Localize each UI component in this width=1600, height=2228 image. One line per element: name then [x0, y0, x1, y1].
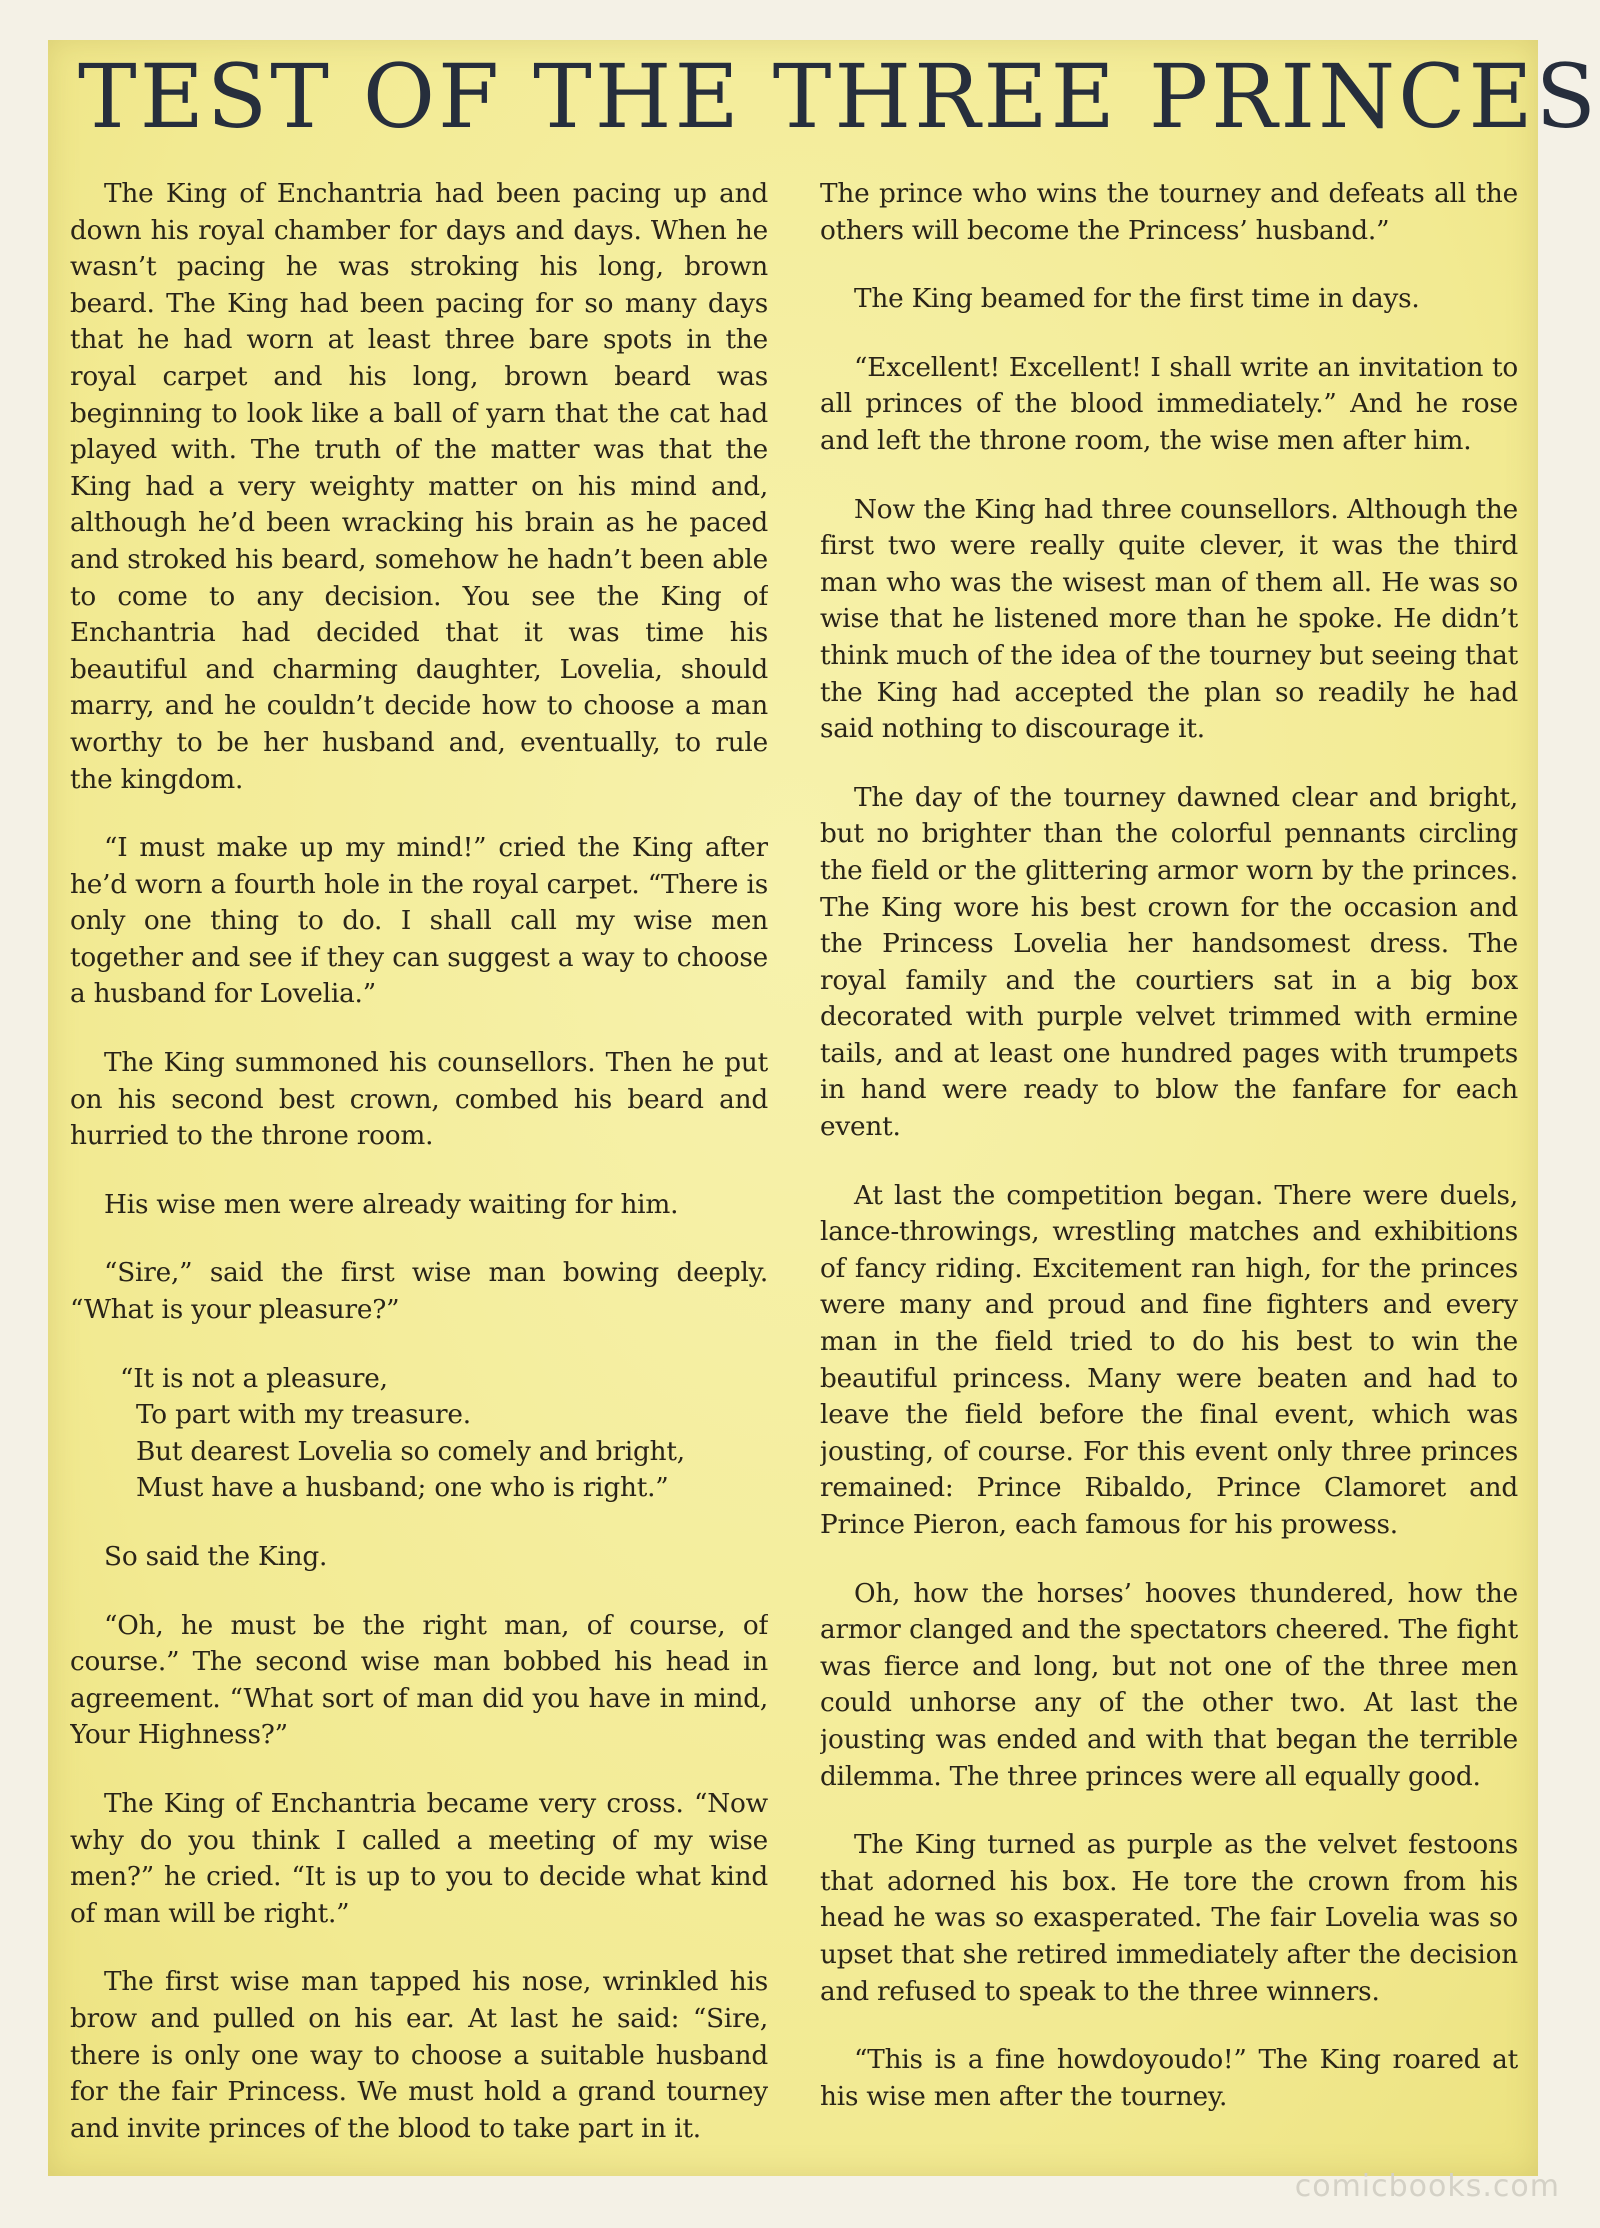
paragraph: The King turned as purple as the velvet festoons that adorned his box. He tore the crown from his head he was so exasperated. The fair Lovelia was so upset that she retired immediately after the decision and refused to speak to the three winners. [820, 1830, 1518, 2007]
paragraph-continued: The prince who wins the tourney and defeats all the others will become the Princess’ husband.” [820, 179, 1518, 246]
verse-line: “It is not a pleasure, [120, 1363, 388, 1394]
story-title: TEST OF THE THREE PRINCES [78, 45, 1599, 148]
story-page [48, 40, 1599, 2176]
paragraph: His wise men were already waiting for him. [104, 1189, 679, 1220]
verse-line: But dearest Lovelia so comely and bright, [136, 1436, 685, 1467]
verse-line: Must have a husband; one who is right.” [136, 1473, 669, 1504]
right-column [820, 176, 1518, 2166]
paragraph: The first wise man tapped his nose, wrinkled his brow and pulled on his ear. At last he said: “Sire, there is only one way to choose a suitable husband for the fair Princess. We must hold a grand tourney and invite princes of the blood to take part in it. [70, 1967, 768, 2144]
king-verse [104, 1361, 768, 1507]
paragraph: The King summoned his counsellors. Then he put on his second best crown, combed his beard and hurried to the throne room. [70, 1048, 768, 1152]
paragraph: The day of the tourney dawned clear and bright, but no brighter than the colorful pennants circling the field or the glittering armor worn by the princes. The King wore his best crown for the occasion and the Princess Lovelia her handsomest dress. The royal family and the courtiers sat in a big box decorated with purple velvet trimmed with ermine tails, and at least one hundred pages with trumpets in hand were ready to blow the fanfare for each event. [820, 782, 1518, 1143]
paragraph: At last the competition began. There were duels, lance-throwings, wrestling matches and exhibitions of fancy riding. Excitement ran high, for the princes were many and proud and fine fighters and every man in the field tried to do his best to win the beautiful princess. Many were beaten and had to leave the field before the final event, which was jousting, of course. For this event only three princes remained: Prince Ribaldo, Prince Clamoret and Prince Pieron, each famous for his prowess. [820, 1180, 1518, 1540]
paragraph: “Excellent! Excellent! I shall write an invitation to all princes of the blood immediately.” And he rose and left the throne room, the wise men after him. [820, 352, 1518, 456]
paragraph: So said the King. [104, 1542, 328, 1572]
paragraph: Oh, how the horses’ hooves thundered, how the armor clanged and the spectators cheered. The fight was fierce and long, but not one of the three men could unhorse any of the other two. At last the jousting was ended and with that began the terrible dilemma. The three princes were all equally good. [820, 1578, 1518, 1792]
paragraph: “Sire,” said the first wise man bowing deeply. “What is your pleasure?” [70, 1258, 768, 1326]
paragraph: Now the King had three counsellors. Although the first two were really quite clever, it was the third man who was the wisest man of them all. He was so wise that he listened more than he spoke. He didn’t think much of the idea of the tourney but seeing that the King had accepted the plan so readily he had said nothing to discourage it. [820, 494, 1518, 745]
verse-line: To part with my treasure. [136, 1400, 471, 1431]
paragraph: “This is a fine howdoyoudo!” The King roared at his wise men after the tourney. [820, 2045, 1518, 2112]
paragraph: The King of Enchantria had been pacing up and down his royal chamber for days and days. When he wasn’t pacing he was stroking his long, brown beard. The King had been pacing for so many days that he had worn at least three bare spots in the royal carpet and his long, brown beard was beginning to look like a ball of yarn that the cat had played with. The truth of the matter was that the King had a very weighty matter on his mind and, although he’d been wracking his brain as he paced and stroked his beard, somehow he hadn’t been able to come to any decision. You see the King of Enchantria had decided that it was time his beautiful and charming daughter, Lovelia, should marry, and he couldn’t decide how to choose a man worthy to be her husband and, eventually, to rule the kingdom. [70, 179, 768, 795]
paragraph: The King beamed for the first time in days. [854, 284, 1420, 315]
paragraph: The King of Enchantria became very cross. “Now why do you think I called a meeting of my wise men?” he cried. “It is up to you to decide what kind of man will be right.” [70, 1788, 768, 1929]
paragraph: “I must make up my mind!” cried the King after he’d worn a fourth hole in the royal carpet. “There is only one thing to do. I shall call my wise men together and see if they can suggest a way to choose a husband for Lovelia.” [70, 833, 768, 1010]
left-column [70, 176, 768, 2166]
site-watermark: comicbooks.com [1294, 2169, 1560, 2204]
paragraph: “Oh, he must be the right man, of course, of course.” The second wise man bobbed his head in agreement. “What sort of man did you have in mind, Your Highness?” [70, 1610, 768, 1751]
